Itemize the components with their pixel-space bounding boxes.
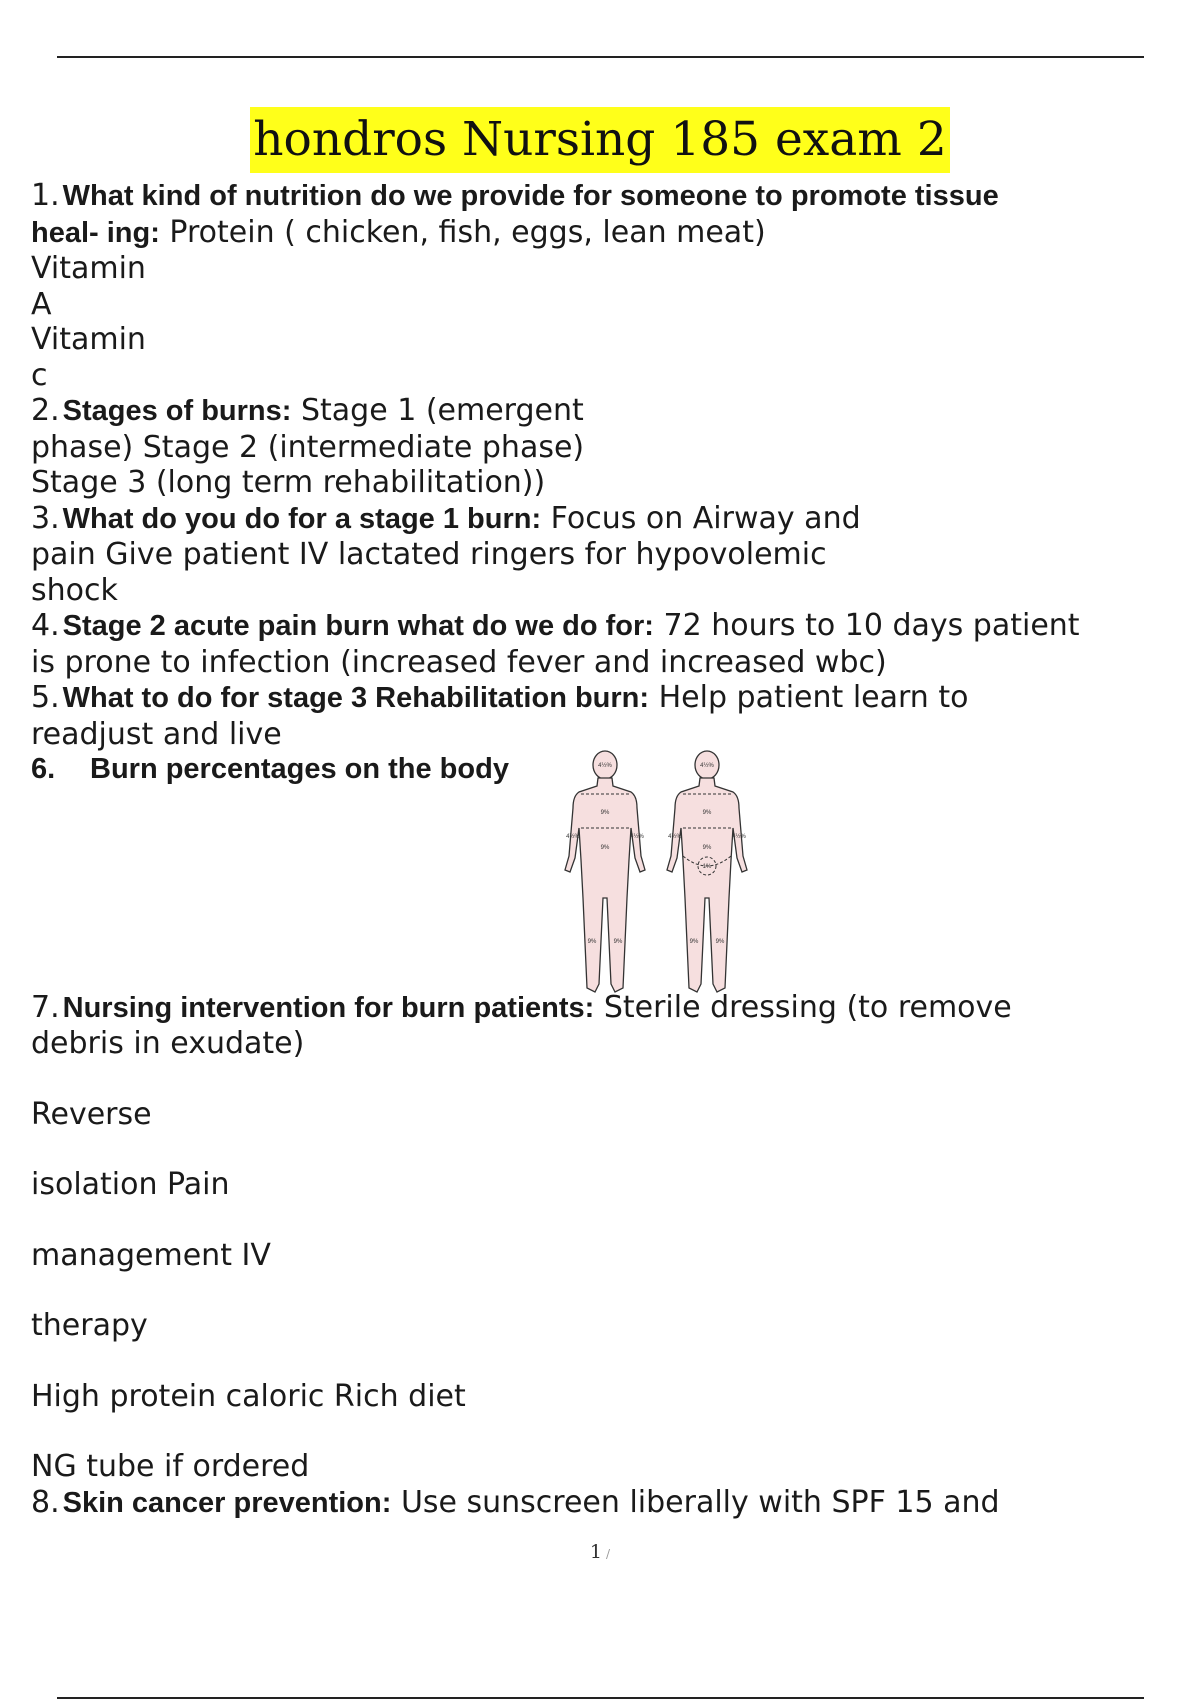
q1-question: What kind of nutrition do we provide for someone to promote tissue bbox=[62, 180, 999, 212]
q8-number: 8. bbox=[31, 1484, 60, 1520]
q7-answer-1: Sterile dressing (to remove bbox=[594, 989, 1012, 1025]
q3-answer-1: Focus on Airway and bbox=[541, 500, 861, 536]
q7-extra-1: Reverse bbox=[31, 1096, 152, 1132]
q1-line-2 bbox=[31, 215, 1181, 252]
back-right-leg-label: 9% bbox=[613, 939, 623, 945]
q1-number: 1. bbox=[31, 178, 60, 213]
back-upper-label: 9% bbox=[600, 810, 610, 816]
front-body-silhouette bbox=[667, 751, 747, 992]
q6-number: 6. bbox=[31, 753, 56, 785]
front-right-leg-label: 9% bbox=[715, 939, 725, 945]
back-body-silhouette bbox=[565, 751, 645, 992]
back-left-leg-label: 9% bbox=[587, 939, 597, 945]
q3-question: What do you do for a stage 1 burn: bbox=[62, 502, 542, 535]
q7-extra-4: therapy bbox=[31, 1308, 148, 1343]
q1-extra-2: A bbox=[31, 286, 52, 322]
q4-number: 4. bbox=[31, 608, 60, 643]
q6-question: Burn percentages on the body bbox=[90, 753, 509, 785]
document-title: hondros Nursing 185 exam 2 bbox=[250, 107, 949, 173]
q5-line-1 bbox=[31, 680, 1181, 717]
q5-question: What to do for stage 3 Rehabilitation burn: bbox=[62, 682, 650, 714]
q3-answer-3: shock bbox=[31, 572, 118, 608]
q7-answer-2: debris in exudate) bbox=[31, 1026, 305, 1061]
q4-question: Stage 2 acute pain burn what do we do for: bbox=[62, 610, 654, 642]
q4-answer-1: 72 hours to 10 days patient bbox=[653, 608, 1080, 643]
q7-extra-6: NG tube if ordered bbox=[31, 1449, 310, 1484]
q7-extra-2: isolation Pain bbox=[31, 1167, 230, 1202]
page-number-value: 1 bbox=[589, 1541, 603, 1563]
q5-answer-1: Help patient learn to bbox=[649, 680, 969, 715]
front-head-label: 4½% bbox=[700, 763, 714, 769]
q2-answer-2: phase) Stage 2 (intermediate phase) bbox=[31, 429, 585, 465]
q5-answer-2: readjust and live bbox=[31, 716, 282, 752]
q8-line-1 bbox=[31, 1485, 1181, 1522]
q3-line-1 bbox=[31, 501, 1181, 538]
back-head-label: 4½% bbox=[598, 763, 612, 769]
q7-extra-5: High protein caloric Rich diet bbox=[31, 1378, 466, 1414]
q8-question: Skin cancer prevention: bbox=[62, 1486, 392, 1519]
q1-extra-3: Vitamin bbox=[31, 322, 146, 357]
q7-question: Nursing intervention for burn patients: bbox=[62, 991, 595, 1024]
q8-answer-1: Use sunscreen liberally with SPF 15 and bbox=[391, 1484, 1000, 1520]
page-number bbox=[0, 1541, 1200, 1563]
q2-answer-1: Stage 1 (emergent bbox=[291, 393, 584, 428]
q7-number: 7. bbox=[31, 989, 60, 1025]
burn-body-figure bbox=[545, 748, 765, 998]
q3-answer-2: pain Give patient IV lactated ringers for hypovolemic bbox=[31, 537, 827, 572]
front-left-leg-label: 9% bbox=[689, 939, 699, 945]
q5-number: 5. bbox=[31, 680, 60, 715]
q4-answer-2: is prone to infection (increased fever and increased wbc) bbox=[31, 644, 887, 680]
q2-question: Stages of burns: bbox=[62, 395, 292, 427]
q3-number: 3. bbox=[31, 500, 60, 536]
q1-question-cont: heal- ing: bbox=[31, 216, 160, 249]
q1-line-1 bbox=[31, 178, 1181, 215]
groin-label: 1% bbox=[702, 864, 712, 870]
q2-number: 2. bbox=[31, 393, 60, 428]
q1-extra-4: c bbox=[31, 357, 48, 393]
q2-line-1 bbox=[31, 393, 1181, 430]
q7-extra-3: management IV bbox=[31, 1237, 271, 1273]
chest-label: 9% bbox=[702, 810, 712, 816]
q4-line-1 bbox=[31, 608, 1181, 645]
front-left-arm-label: 4½% bbox=[668, 834, 682, 840]
q1-extra-1: Vitamin bbox=[31, 251, 146, 286]
q2-answer-3: Stage 3 (long term rehabilitation)) bbox=[31, 465, 546, 500]
front-right-arm-label: 4½% bbox=[732, 834, 746, 840]
title-container bbox=[0, 107, 1200, 173]
back-lower-label: 9% bbox=[600, 845, 610, 851]
back-right-arm-label: 4½% bbox=[630, 834, 644, 840]
back-left-arm-label: 4½% bbox=[566, 834, 580, 840]
bottom-rule bbox=[57, 1697, 1144, 1699]
q1-answer: Protein ( chicken, fish, eggs, lean meat) bbox=[159, 214, 766, 250]
abdomen-label: 9% bbox=[702, 845, 712, 851]
page-number-suffix: / bbox=[606, 1547, 611, 1561]
top-rule bbox=[57, 56, 1144, 58]
